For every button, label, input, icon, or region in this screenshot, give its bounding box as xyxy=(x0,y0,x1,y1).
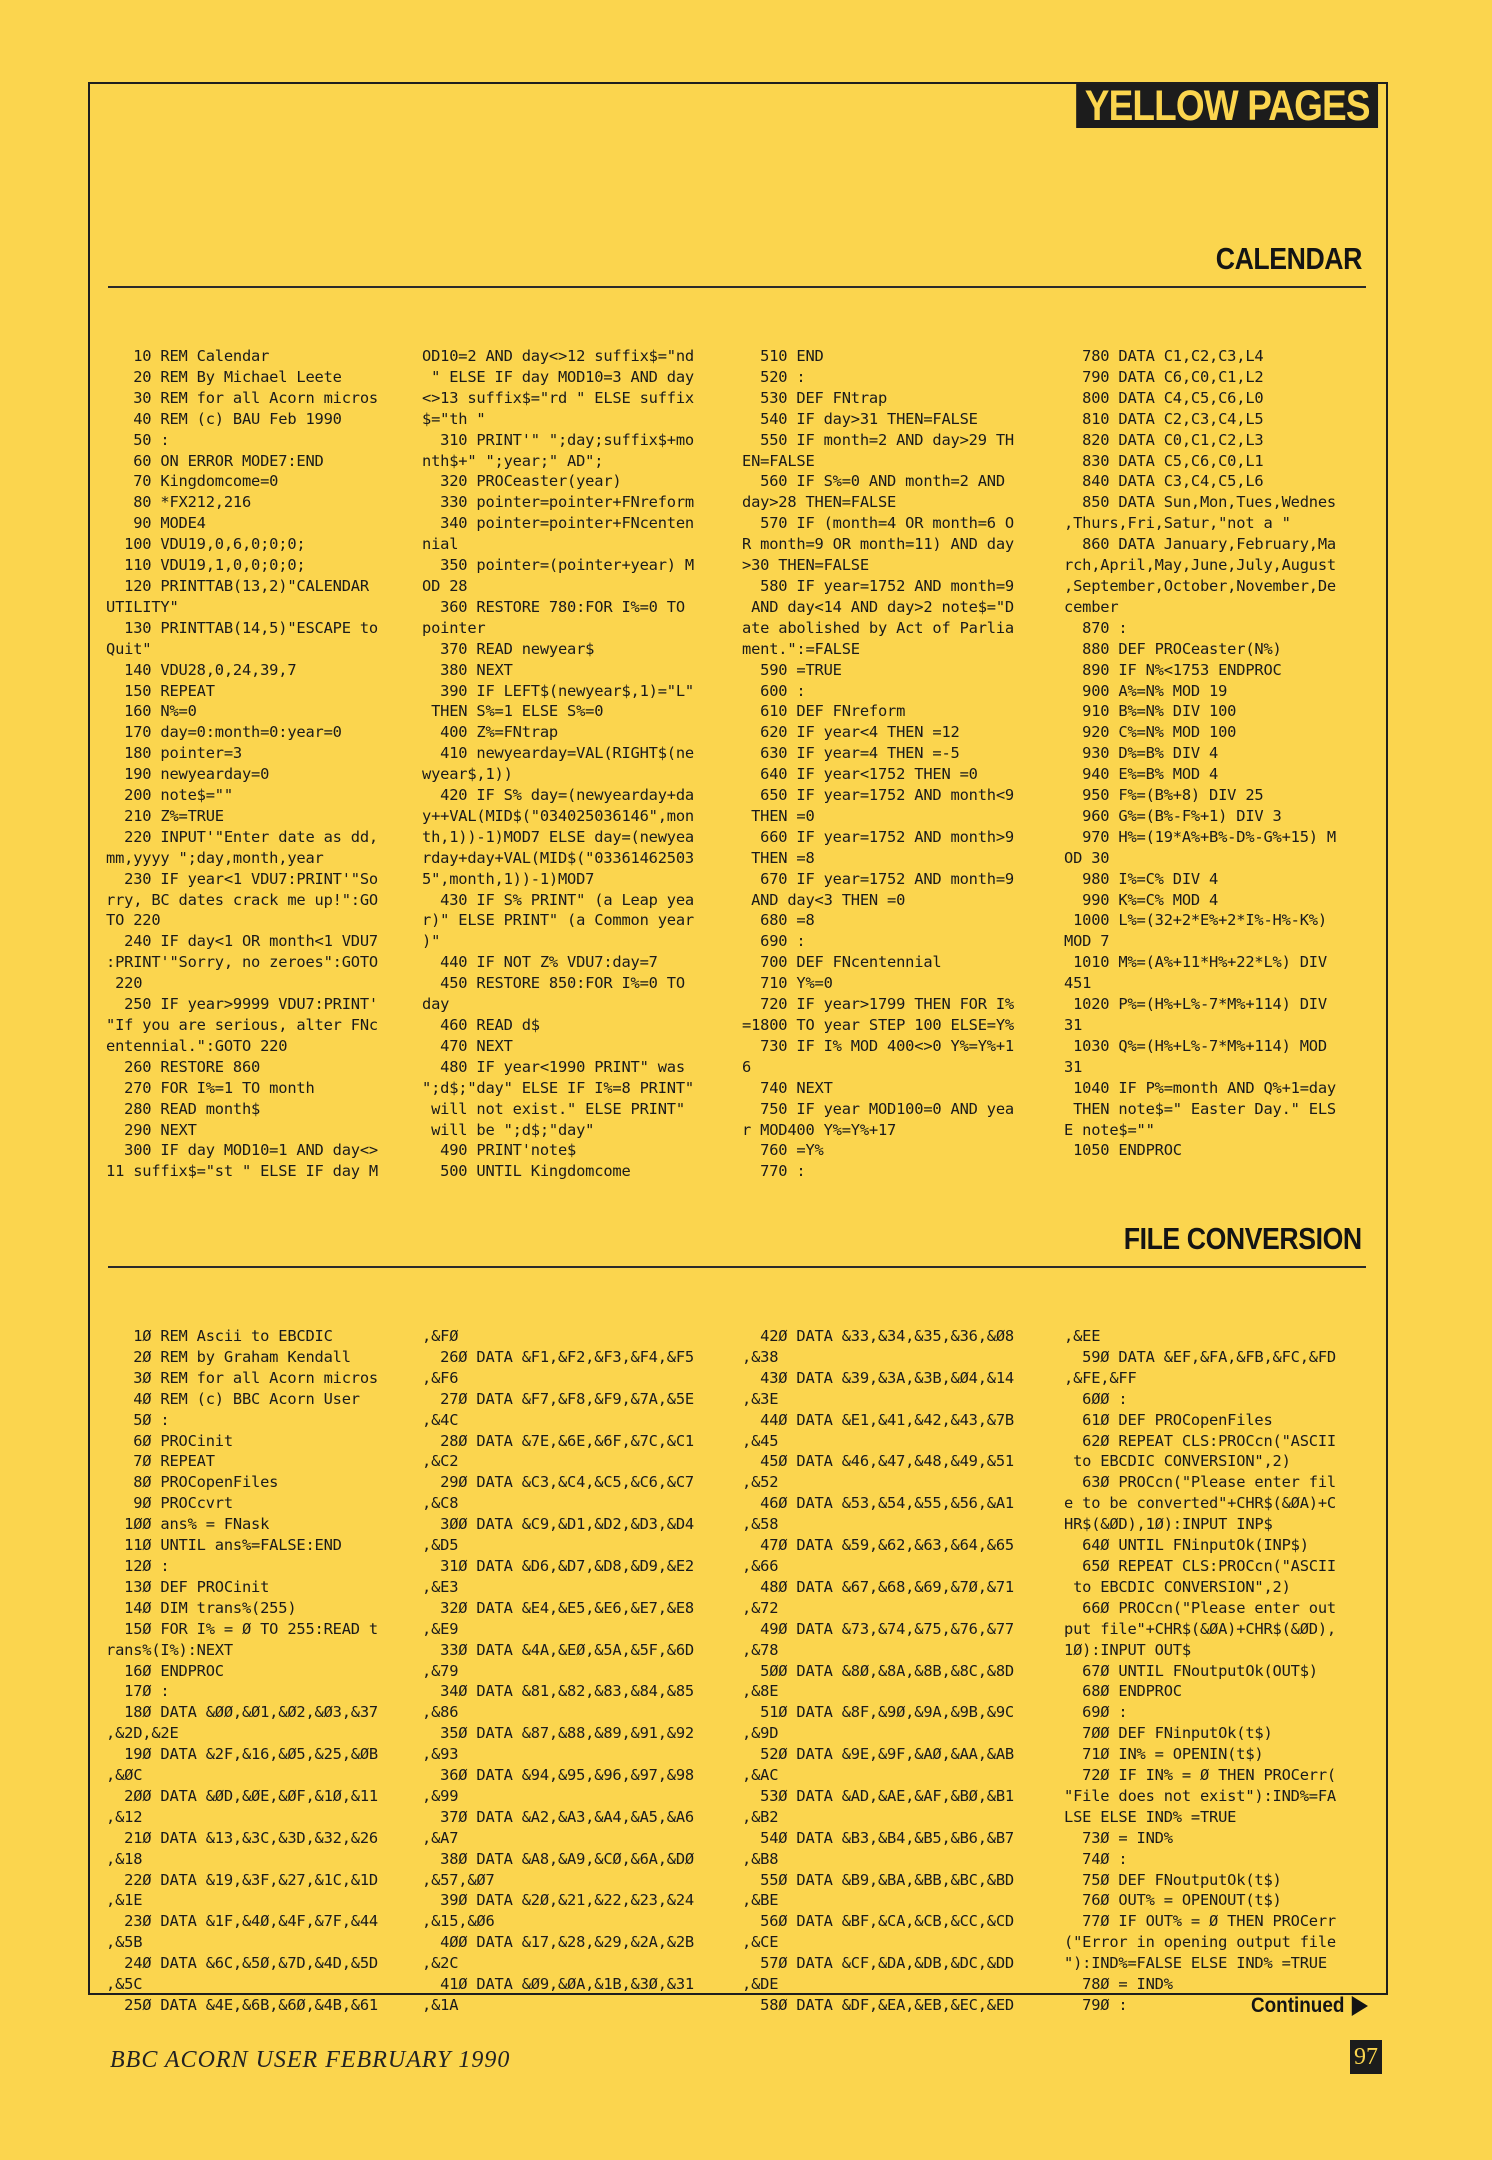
page-number: 97 xyxy=(1350,2040,1382,2074)
continued-label: Continued xyxy=(1251,1994,1345,2017)
calendar-listing-col-1: 10 REM Calendar 20 REM By Michael Leete 30 REM for all Acorn micros 40 REM (c) BAU Feb 1990 50 : 60 ON ERROR MODE7:END 70 Kingdomcome=0 80 *FX212,216 90 MODE4 100 VDU19,0,6,0;0;0; 110 VDU19,1,0,0;0;0; 120 PRINTTAB(13,2)"CALENDAR UTILITY" 130 PRINTTAB(14,5)"ESCAPE to Quit" 140 VDU28,0,24,39,7 150 REPEAT 160 N%=0 170 day=0:month=0:year=0 180 pointer=3 190 newyearday=0 200 note$="" 210 Z%=TRUE 220 INPUT'"Enter date as dd, mm,yyyy ";day,month,year 230 IF year<1 VDU7:PRINT'"So rry, BC dates crack me up!":GO TO 220 240 IF day<1 OR month<1 VDU7 :PRINT'"Sorry, no zeroes":GOTO 220 250 IF year>9999 VDU7:PRINT' "If you are serious, alter FNc entennial.":GOTO 220 260 RESTORE 860 270 FOR I%=1 TO month 280 READ month$ 290 NEXT 300 IF day MOD10=1 AND day<> 11 suffix$="st " ELSE IF day M xyxy=(106,347,378,1181)
conversion-listing-col-4: ,&EE 59Ø DATA &EF,&FA,&FB,&FC,&FD ,&FE,&FF 6ØØ : 61Ø DEF PROCopenFiles 62Ø REPEAT CLS:PROCcn("ASCII to EBCDIC CONVERSION",2) 63Ø PROCcn("Please enter fil e to be converted"+CHR$(&ØA)+C HR$(&ØD),1Ø):INPUT INP$ 64Ø UNTIL FNinputOk(INP$) 65Ø REPEAT CLS:PROCcn("ASCII to EBCDIC CONVERSION",2) 66Ø PROCcn("Please enter out put file"+CHR$(&ØA)+CHR$(&ØD), 1Ø):INPUT OUT$ 67Ø UNTIL FNoutputOk(OUT$) 68Ø ENDPROC 69Ø : 7ØØ DEF FNinputOk(t$) 71Ø IN% = OPENIN(t$) 72Ø IF IN% = Ø THEN PROCerr( "File does not exist"):IND%=FA LSE ELSE IND% =TRUE 73Ø = IND% 74Ø : 75Ø DEF FNoutputOk(t$) 76Ø OUT% = OPENOUT(t$) 77Ø IF OUT% = Ø THEN PROCerr ("Error in opening output file "):IND%=FALSE ELSE IND% =TRUE 78Ø = IND% 79Ø : xyxy=(1064,1327,1336,2014)
calendar-heading: CALENDAR xyxy=(1215,241,1362,276)
magazine-footer: BBC ACORN USER FEBRUARY 1990 xyxy=(110,2047,511,2073)
continued-link xyxy=(1251,1994,1368,2018)
calendar-rule xyxy=(108,286,1366,288)
conversion-listing-col-3: 42Ø DATA &33,&34,&35,&36,&Ø8 ,&38 43Ø DATA &39,&3A,&3B,&Ø4,&14 ,&3E 44Ø DATA &E1,&41,&42,&43,&7B ,&45 45Ø DATA &46,&47,&48,&49,&51 ,&52 46Ø DATA &53,&54,&55,&56,&A1 ,&58 47Ø DATA &59,&62,&63,&64,&65 ,&66 48Ø DATA &67,&68,&69,&7Ø,&71 ,&72 49Ø DATA &73,&74,&75,&76,&77 ,&78 5ØØ DATA &8Ø,&8A,&8B,&8C,&8D ,&8E 51Ø DATA &8F,&9Ø,&9A,&9B,&9C ,&9D 52Ø DATA &9E,&9F,&AØ,&AA,&AB ,&AC 53Ø DATA &AD,&AE,&AF,&BØ,&B1 ,&B2 54Ø DATA &B3,&B4,&B5,&B6,&B7 ,&B8 55Ø DATA &B9,&BA,&BB,&BC,&BD ,&BE 56Ø DATA &BF,&CA,&CB,&CC,&CD ,&CE 57Ø DATA &CF,&DA,&DB,&DC,&DD ,&DE 58Ø DATA &DF,&EA,&EB,&EC,&ED xyxy=(742,1327,1014,2014)
calendar-listing-col-3: 510 END 520 : 530 DEF FNtrap 540 IF day>31 THEN=FALSE 550 IF month=2 AND day>29 TH EN=FALSE 560 IF S%=0 AND month=2 AND day>28 THEN=FALSE 570 IF (month=4 OR month=6 O R month=9 OR month=11) AND day >30 THEN=FALSE 580 IF year=1752 AND month=9 AND day<14 AND day>2 note$="D ate abolished by Act of Parlia ment.":=FALSE 590 =TRUE 600 : 610 DEF FNreform 620 IF year<4 THEN =12 630 IF year=4 THEN =-5 640 IF year<1752 THEN =0 650 IF year=1752 AND month<9 THEN =0 660 IF year=1752 AND month>9 THEN =8 670 IF year=1752 AND month=9 AND day<3 THEN =0 680 =8 690 : 700 DEF FNcentennial 710 Y%=0 720 IF year>1799 THEN FOR I% =1800 TO year STEP 100 ELSE=Y% 730 IF I% MOD 400<>0 Y%=Y%+1 6 740 NEXT 750 IF year MOD100=0 AND yea r MOD400 Y%=Y%+17 760 =Y% 770 : xyxy=(742,347,1014,1181)
conversion-heading: FILE CONVERSION xyxy=(1124,1221,1362,1256)
conversion-rule xyxy=(108,1266,1366,1268)
section-banner: YELLOW PAGES xyxy=(1076,84,1378,128)
conversion-listing-col-1: 1Ø REM Ascii to EBCDIC 2Ø REM by Graham Kendall 3Ø REM for all Acorn micros 4Ø REM (c) BBC Acorn User 5Ø : 6Ø PROCinit 7Ø REPEAT 8Ø PROCopenFiles 9Ø PROCcvrt 1ØØ ans% = FNask 11Ø UNTIL ans%=FALSE:END 12Ø : 13Ø DEF PROCinit 14Ø DIM trans%(255) 15Ø FOR I% = Ø TO 255:READ t rans%(I%):NEXT 16Ø ENDPROC 17Ø : 18Ø DATA &ØØ,&Ø1,&Ø2,&Ø3,&37 ,&2D,&2E 19Ø DATA &2F,&16,&Ø5,&25,&ØB ,&ØC 2ØØ DATA &ØD,&ØE,&ØF,&1Ø,&11 ,&12 21Ø DATA &13,&3C,&3D,&32,&26 ,&18 22Ø DATA &19,&3F,&27,&1C,&1D ,&1E 23Ø DATA &1F,&4Ø,&4F,&7F,&44 ,&5B 24Ø DATA &6C,&5Ø,&7D,&4D,&5D ,&5C 25Ø DATA &4E,&6B,&6Ø,&4B,&61 xyxy=(106,1327,378,2014)
calendar-listing-col-4: 780 DATA C1,C2,C3,L4 790 DATA C6,C0,C1,L2 800 DATA C4,C5,C6,L0 810 DATA C2,C3,C4,L5 820 DATA C0,C1,C2,L3 830 DATA C5,C6,C0,L1 840 DATA C3,C4,C5,L6 850 DATA Sun,Mon,Tues,Wednes ,Thurs,Fri,Satur,"not a " 860 DATA January,February,Ma rch,April,May,June,July,August ,September,October,November,De cember 870 : 880 DEF PROCeaster(N%) 890 IF N%<1753 ENDPROC 900 A%=N% MOD 19 910 B%=N% DIV 100 920 C%=N% MOD 100 930 D%=B% DIV 4 940 E%=B% MOD 4 950 F%=(B%+8) DIV 25 960 G%=(B%-F%+1) DIV 3 970 H%=(19*A%+B%-D%-G%+15) M OD 30 980 I%=C% DIV 4 990 K%=C% MOD 4 1000 L%=(32+2*E%+2*I%-H%-K%) MOD 7 1010 M%=(A%+11*H%+22*L%) DIV 451 1020 P%=(H%+L%-7*M%+114) DIV 31 1030 Q%=(H%+L%-7*M%+114) MOD 31 1040 IF P%=month AND Q%+1=day THEN note$=" Easter Day." ELS E note$="" 1050 ENDPROC xyxy=(1064,347,1336,1160)
calendar-listing-col-2: OD10=2 AND day<>12 suffix$="nd " ELSE IF day MOD10=3 AND day <>13 suffix$="rd " ELSE suffix $="th " 310 PRINT'" ";day;suffix$+mo nth$+" ";year;" AD"; 320 PROCeaster(year) 330 pointer=pointer+FNreform 340 pointer=pointer+FNcenten nial 350 pointer=(pointer+year) M OD 28 360 RESTORE 780:FOR I%=0 TO pointer 370 READ newyear$ 380 NEXT 390 IF LEFT$(newyear$,1)="L" THEN S%=1 ELSE S%=0 400 Z%=FNtrap 410 newyearday=VAL(RIGHT$(ne wyear$,1)) 420 IF S% day=(newyearday+da y++VAL(MID$("034025036146",mon th,1))-1)MOD7 ELSE day=(newyea rday+day+VAL(MID$("03361462503 5",month,1))-1)MOD7 430 IF S% PRINT" (a Leap yea r)" ELSE PRINT" (a Common year )" 440 IF NOT Z% VDU7:day=7 450 RESTORE 850:FOR I%=0 TO day 460 READ d$ 470 NEXT 480 IF year<1990 PRINT" was ";d$;"day" ELSE IF I%=8 PRINT" will not exist." ELSE PRINT" will be ";d$;"day" 490 PRINT'note$ 500 UNTIL Kingdomcome xyxy=(422,347,694,1181)
arrow-right-icon xyxy=(1352,1996,1368,2016)
conversion-listing-col-2: ,&FØ 26Ø DATA &F1,&F2,&F3,&F4,&F5 ,&F6 27Ø DATA &F7,&F8,&F9,&7A,&5E ,&4C 28Ø DATA &7E,&6E,&6F,&7C,&C1 ,&C2 29Ø DATA &C3,&C4,&C5,&C6,&C7 ,&C8 3ØØ DATA &C9,&D1,&D2,&D3,&D4 ,&D5 31Ø DATA &D6,&D7,&D8,&D9,&E2 ,&E3 32Ø DATA &E4,&E5,&E6,&E7,&E8 ,&E9 33Ø DATA &4A,&EØ,&5A,&5F,&6D ,&79 34Ø DATA &81,&82,&83,&84,&85 ,&86 35Ø DATA &87,&88,&89,&91,&92 ,&93 36Ø DATA &94,&95,&96,&97,&98 ,&99 37Ø DATA &A2,&A3,&A4,&A5,&A6 ,&A7 38Ø DATA &A8,&A9,&CØ,&6A,&DØ ,&57,&Ø7 39Ø DATA &2Ø,&21,&22,&23,&24 ,&15,&Ø6 4ØØ DATA &17,&28,&29,&2A,&2B ,&2C 41Ø DATA &Ø9,&ØA,&1B,&3Ø,&31 ,&1A xyxy=(422,1327,694,2014)
